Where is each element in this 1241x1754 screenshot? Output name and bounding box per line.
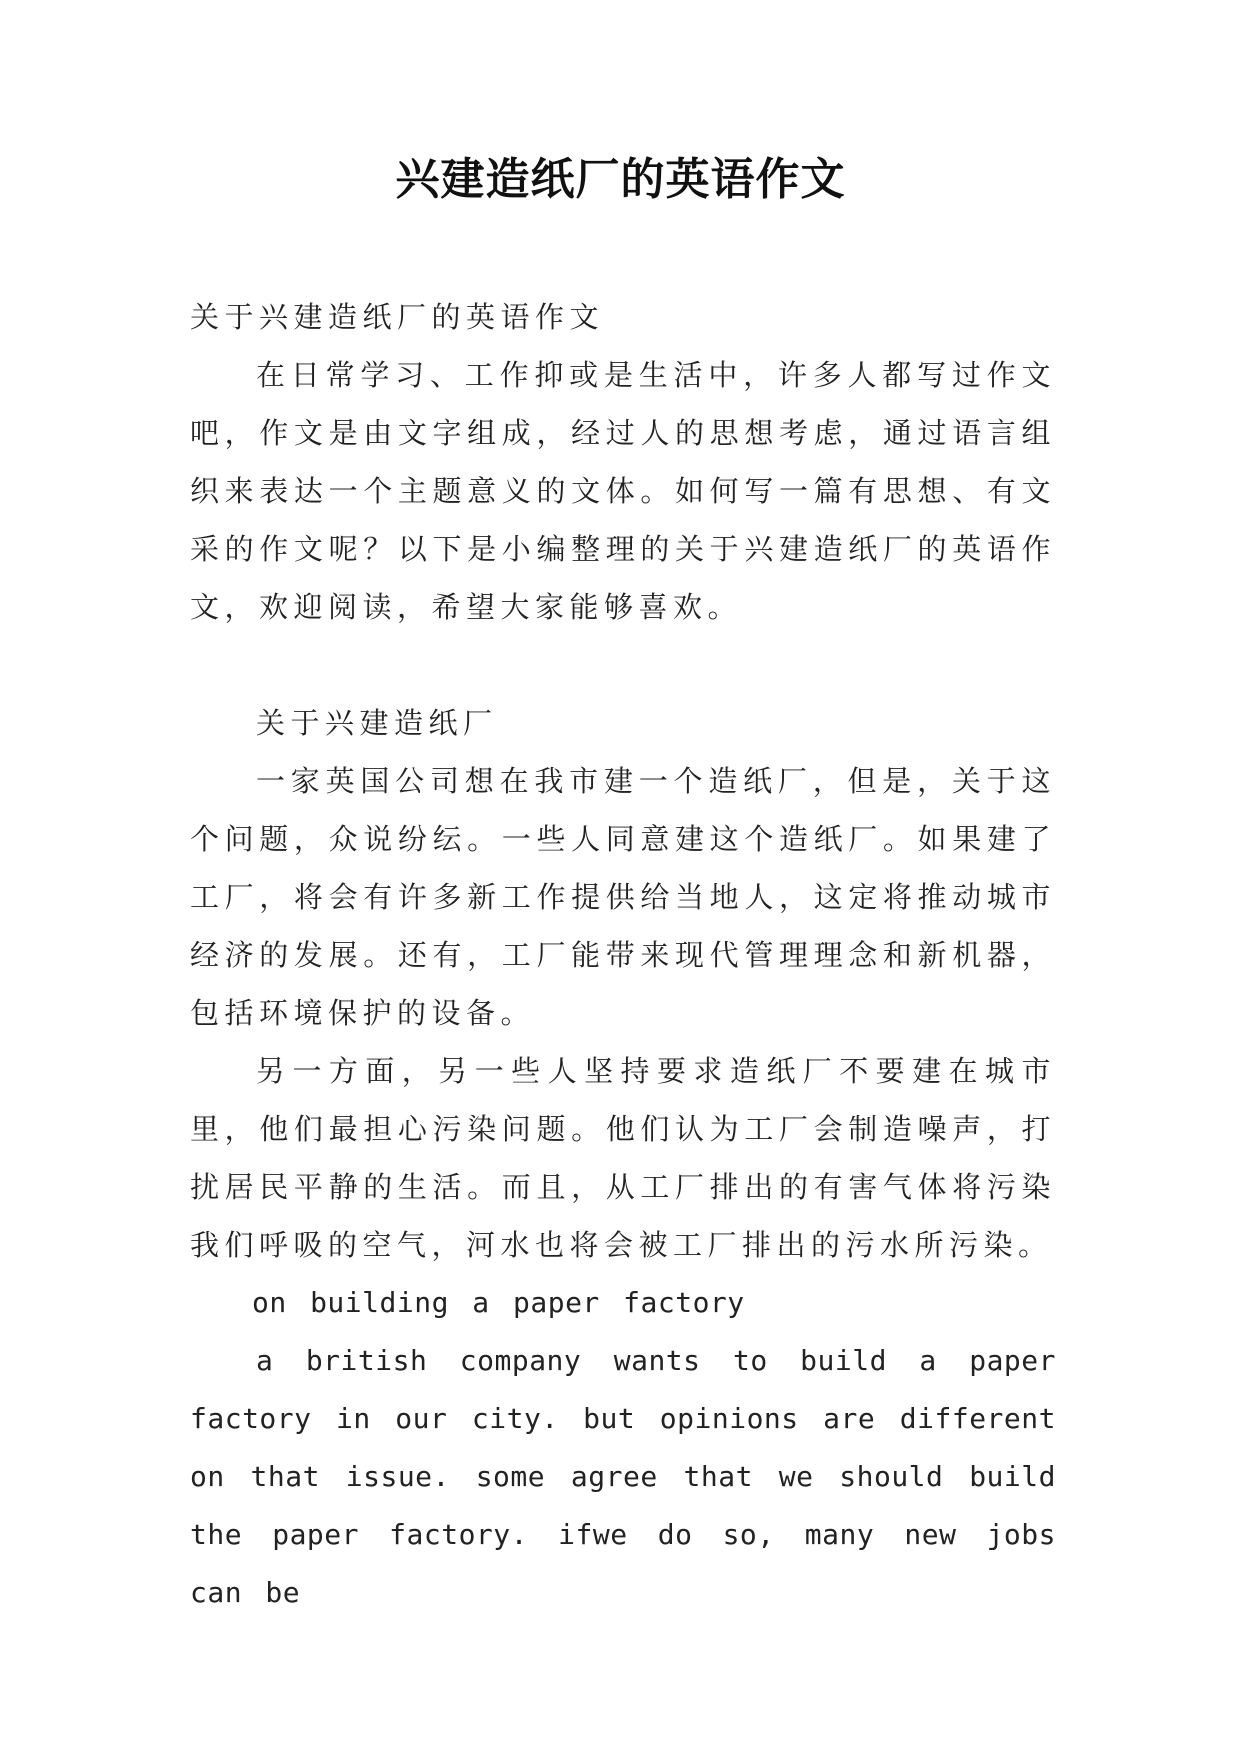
subtitle-paragraph: 关于兴建造纸厂的英语作文 (190, 300, 605, 334)
english-heading: on building a paper factory (252, 1286, 745, 1319)
chinese-paragraph-2: 另一方面，另一些人坚持要求造纸厂不要建在城市里，他们最担心污染问题。他们认为工厂会制造噪声，打扰居民平静的生活。而且，从工厂排出的有害气体将污染我们呼吸的空气，河水也将会被工厂排出的污水所污染。 (190, 1054, 1056, 1262)
english-paragraph: a british company wants to build a paper factory in our city. but opinions are different on that issue. some agree that we should build the paper factory. ifwe do so, many new jobs can be (190, 1344, 1056, 1609)
document-body (190, 288, 1056, 1622)
section-heading: 关于兴建造纸厂 (256, 706, 498, 740)
page-title: 兴建造纸厂的英语作文 (395, 154, 846, 205)
chinese-paragraph-1: 一家英国公司想在我市建一个造纸厂，但是，关于这个问题，众说纷纭。一些人同意建这个造纸厂。如果建了工厂，将会有许多新工作提供给当地人，这定将推动城市经济的发展。还有，工厂能带来现代管理理念和新机器，包括环境保护的设备。 (190, 764, 1056, 1030)
intro-paragraph: 在日常学习、工作抑或是生活中，许多人都写过作文吧，作文是由文字组成，经过人的思想考虑，通过语言组织来表达一个主题意义的文体。如何写一篇有思想、有文采的作文呢？以下是小编整理的关于兴建造纸厂的英语作文，欢迎阅读，希望大家能够喜欢。 (190, 358, 1056, 624)
paragraph-spacer (190, 636, 1056, 694)
